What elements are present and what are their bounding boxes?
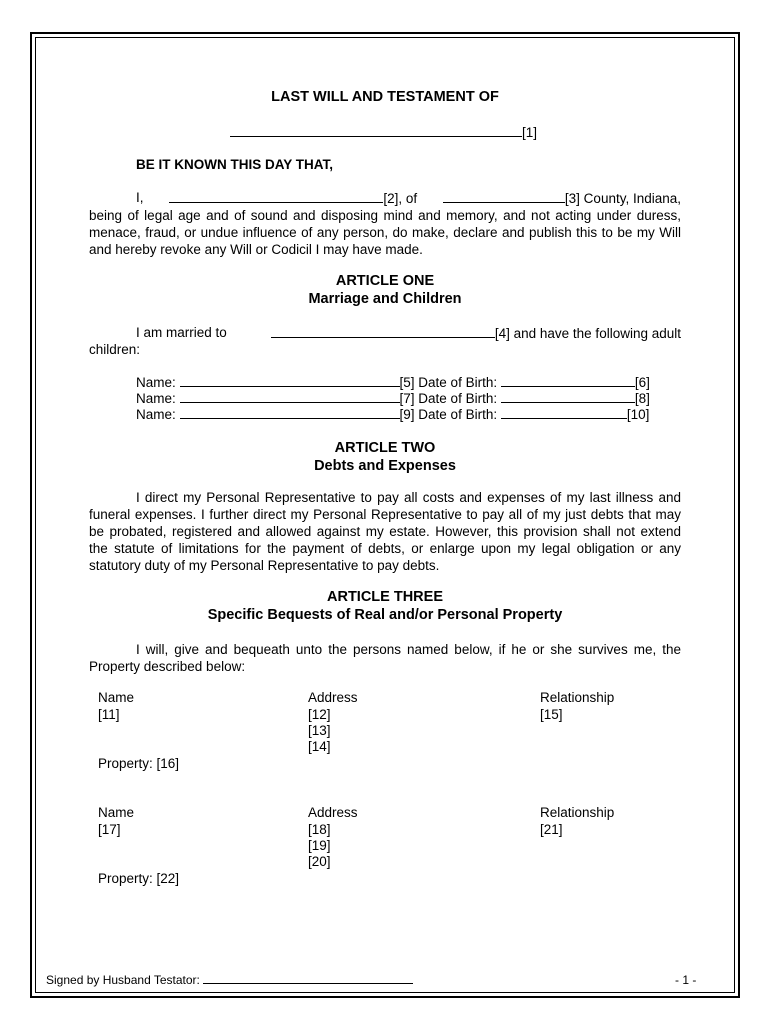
article-one-heading: ARTICLE ONE [335, 273, 435, 289]
testator-name-line [230, 124, 537, 140]
page-number: - 1 - [675, 973, 697, 987]
testator-name-blank[interactable] [230, 124, 522, 137]
bequest-address-line[interactable]: [19] [308, 838, 331, 853]
article-two-heading: ARTICLE TWO [334, 440, 436, 456]
child-name-tag: [7] Date of Birth: [399, 391, 498, 406]
married-line [136, 325, 681, 341]
child-name-label: Name: [136, 375, 176, 390]
child-dob-blank[interactable] [501, 374, 635, 387]
bequest-name-field[interactable]: [11] [98, 707, 120, 722]
child-name-label: Name: [136, 407, 176, 422]
document-title: LAST WILL AND TESTAMENT OF [271, 89, 499, 105]
child-row [136, 374, 650, 390]
child-name-blank[interactable] [180, 374, 400, 387]
child-name-tag: [9] Date of Birth: [399, 407, 498, 422]
bequest-relationship-header: Relationship [540, 690, 615, 705]
intro-tag3: [3] County, Indiana, [564, 191, 681, 206]
bequest-address-line[interactable]: [12] [308, 707, 331, 722]
bequest-address-line[interactable]: [13] [308, 723, 331, 738]
bequest-name-header: Name [98, 805, 135, 820]
married-label: I am married to [136, 325, 227, 340]
article-three-subheading: Specific Bequests of Real and/or Personal Property [207, 607, 563, 623]
known-heading: BE IT KNOWN THIS DAY THAT, [136, 157, 334, 172]
child-dob-tag: [6] [634, 375, 650, 390]
children-label: children: [89, 342, 141, 357]
article-one-subheading: Marriage and Children [308, 291, 462, 307]
child-name-label: Name: [136, 391, 176, 406]
spouse-blank-4[interactable] [271, 325, 495, 338]
bequest-address-line[interactable]: [14] [308, 739, 331, 754]
bequest-address-header: Address [308, 690, 358, 705]
testator-blank-2[interactable] [169, 190, 383, 203]
child-row [136, 390, 650, 406]
bequest-name-header: Name [98, 690, 135, 705]
child-dob-blank[interactable] [501, 406, 627, 419]
county-blank-3[interactable] [443, 190, 565, 203]
child-dob-blank[interactable] [501, 390, 635, 403]
bequest-property-field[interactable]: Property: [16] [98, 756, 180, 771]
intro-tag2: [2], of [383, 191, 418, 206]
bequest-address-line[interactable]: [18] [308, 822, 331, 837]
article-two-subheading: Debts and Expenses [314, 458, 456, 474]
signature-line [46, 973, 413, 987]
child-name-tag: [5] Date of Birth: [399, 375, 498, 390]
bequest-name-field[interactable]: [17] [98, 822, 121, 837]
article-three-paragraph: I will, give and bequeath unto the persons named below, if he or she survives me, the Property described below: [89, 642, 681, 674]
intro-paragraph: being of legal age and of sound and disposing mind and memory, and not acting under duress, menace, fraud, or undue influence of any person, do make, declare and publish this to be my Will and hereby revoke any Will or Codicil I may have made. [89, 208, 681, 257]
bequest-property-field[interactable]: Property: [22] [98, 871, 180, 886]
child-name-blank[interactable] [180, 390, 400, 403]
article-three-heading: ARTICLE THREE [327, 589, 443, 605]
bequest-relationship-field[interactable]: [21] [540, 822, 563, 837]
bequest-relationship-field[interactable]: [15] [540, 707, 563, 722]
bequest-address-line[interactable]: [20] [308, 854, 331, 869]
bequest-relationship-header: Relationship [540, 805, 615, 820]
child-row [136, 406, 649, 422]
testator-tag: [1] [522, 125, 538, 140]
intro-i: I, [136, 190, 144, 205]
child-name-blank[interactable] [180, 406, 400, 419]
intro-first-line [136, 190, 681, 206]
signature-label: Signed by Husband Testator: [46, 973, 200, 987]
married-tag: [4] and have the following adult [494, 326, 681, 341]
bequest-address-header: Address [308, 805, 358, 820]
child-dob-tag: [8] [634, 391, 650, 406]
child-dob-tag: [10] [626, 407, 650, 422]
signature-blank[interactable] [203, 973, 413, 984]
article-two-paragraph: I direct my Personal Representative to pay all costs and expenses of my last illness and funeral expenses. I further direct my Personal Representative to pay all of my just debts that may be probated, registered and allowed against my estate. However, this provision shall not extend the statute of limitations for the payment of debts, or enlarge upon my legal obligation or any statutory duty of my Personal Representative to pay debts. [89, 490, 681, 573]
